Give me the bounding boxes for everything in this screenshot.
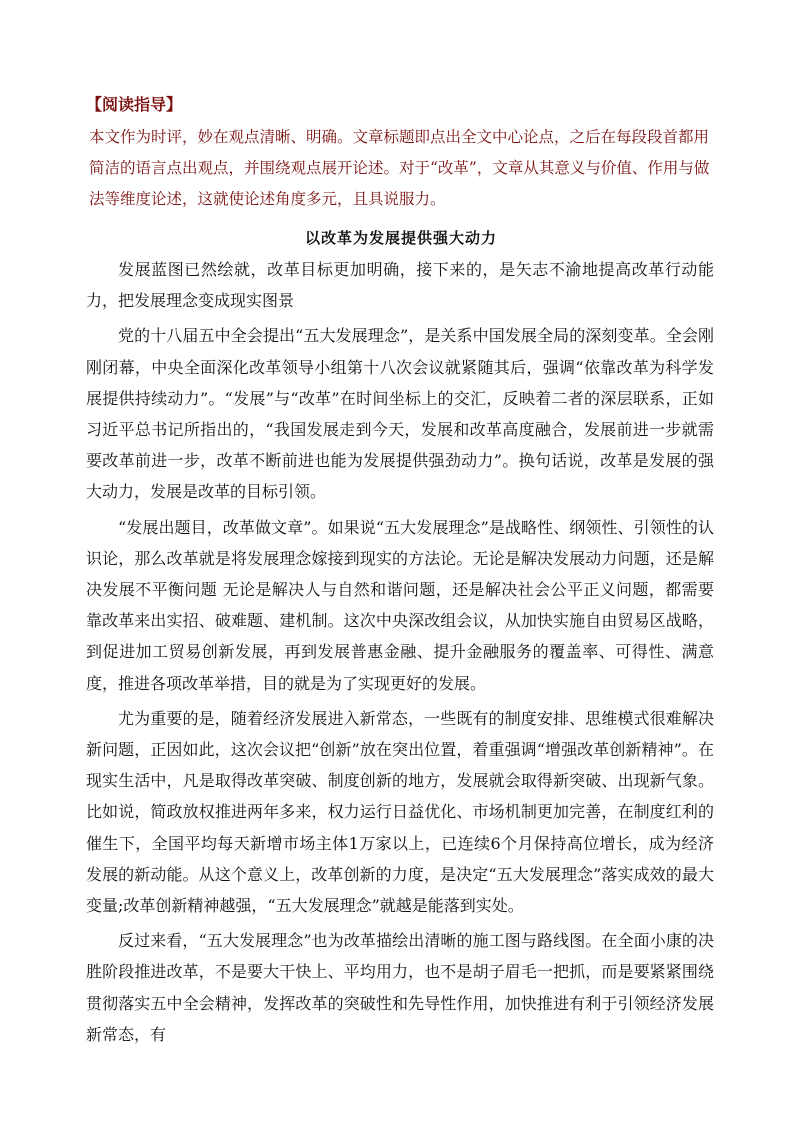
reading-guide	[86, 94, 716, 215]
article-paragraph-2: 党的十八届五中全会提出“五大发展理念”，是关系中国发展全局的深刻变革。全会刚刚闭幕，中央全面深化改革领导小组第十八次会议就紧随其后，强调“依靠改革为科学发展提供持续动力”。“发展”与“改革”在时间坐标上的交汇，反映着二者的深层联系，正如习近平总书记所指出的，“我国发展走到今天，发展和改革高度融合，发展前进一步就需要改革前进一步，改革不断前进也能为发展提供强劲动力”。换句话说，改革是发展的强大动力，发展是改革的目标引领。	[86, 326, 714, 502]
article-body	[86, 254, 714, 1054]
reading-guide-text: 本文作为时评，妙在观点清晰、明确。文章标题即点出全文中心论点，之后在每段段首都用简洁的语言点出观点，并围绕观点展开论述。对于“改革”，文章从其意义与价值、作用与做法等维度论述，这就使论述角度多元，且具说服力。	[89, 128, 710, 208]
article-paragraph-1: 发展蓝图已然绘就，改革目标更加明确，接下来的，是矢志不渝地提高改革行动能力，把发展理念变成现实图景	[86, 260, 714, 311]
article-paragraph-3: “发展出题目，改革做文章”。如果说“五大发展理念”是战略性、纲领性、引领性的认识论，那么改革就是将发展理念嫁接到现实的方法论。无论是解决发展动力问题，还是解决发展不平衡问题 无论是解决人与自然和谐问题，还是解决社会公平正义问题，都需要靠改革来出实招、破难题、建机制。这次中央深改组会议，从加快实施自由贸易区战略，到促进加工贸易创新发展，再到发展普惠金融、提升金融服务的覆盖率、可得性、满意度，推进各项改革举措，目的就是为了实现更好的发展。	[86, 517, 714, 693]
reading-guide-heading: 【阅读指导】	[86, 95, 183, 114]
article-title: 以改革为发展提供强大动力	[304, 229, 497, 247]
article-paragraph-4: 尤为重要的是，随着经济发展进入新常态，一些既有的制度安排、思维模式很难解决新问题，正因如此，这次会议把“创新”放在突出位置，着重强调“增强改革创新精神”。在现实生活中，凡是取得改革突破、制度创新的地方，发展就会取得新突破、出现新气象。比如说，简政放权推进两年多来，权力运行日益优化、市场机制更加完善，在制度红利的催生下，全国平均每天新增市场主体1万家以上，已连续6个月保持高位增长，成为经济发展的新动能。从这个意义上，改革创新的力度，是决定“五大发展理念”落实成效的最大变量;改革创新精神越强，“五大发展理念”就越是能落到实处。	[86, 708, 714, 916]
article-paragraph-5: 反过来看，“五大发展理念”也为改革描绘出清晰的施工图与路线图。在全面小康的决胜阶段推进改革，不是要大干快上、平均用力，也不是胡子眉毛一把抓，而是要紧紧围绕贯彻落实五中全会精神，发挥改革的突破性和先导性作用，加快推进有利于引领经济发展新常态，有	[86, 931, 714, 1044]
